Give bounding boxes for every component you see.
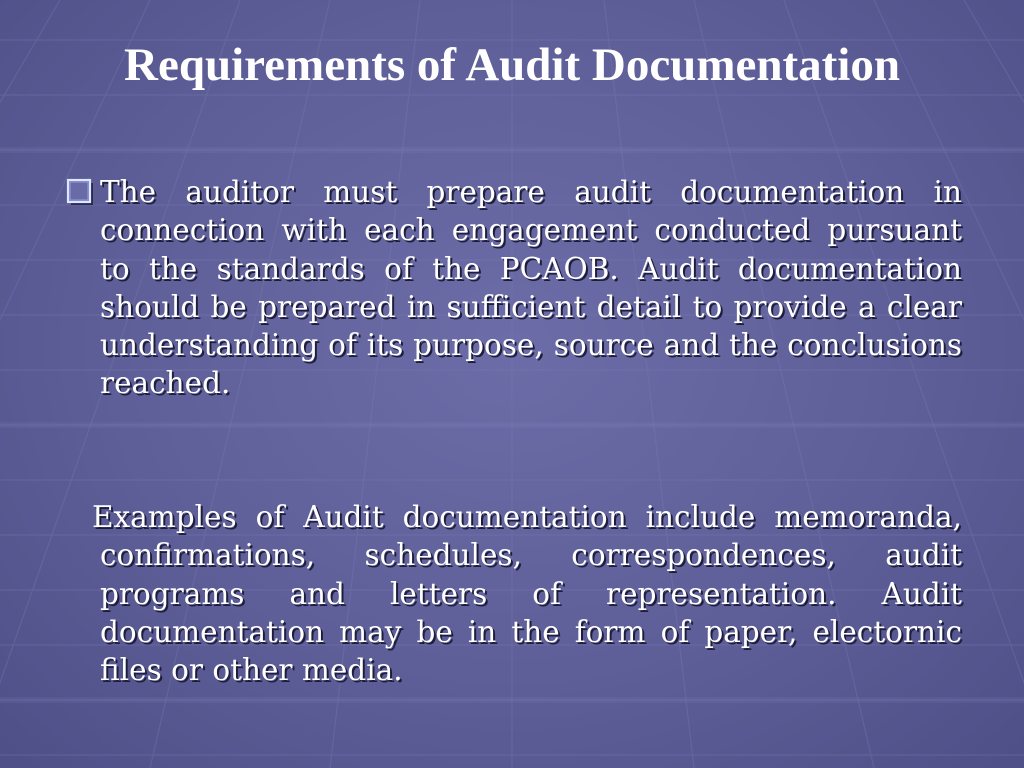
- paragraph-2: [92, 498, 962, 689]
- bullet-paragraph-1: The auditor must prepare audit documentation in connection with each engagement conducted pursuant to the standards of the PCAOB. Audit documentation should be prepared in sufficient detail to provide a clear understanding of its purpose, source and the conclusions reached.: [100, 175, 962, 401]
- paragraph-2-text: Examples of Audit documentation include memoranda, confirmations, schedules, correspondences, audit programs and letters of representation. Audit documentation may be in the form of paper, electornic files or other media.: [92, 500, 962, 688]
- slide-title: Requirements of Audit Documentation: [124, 39, 900, 91]
- hollow-square-bullet-icon: [64, 175, 96, 209]
